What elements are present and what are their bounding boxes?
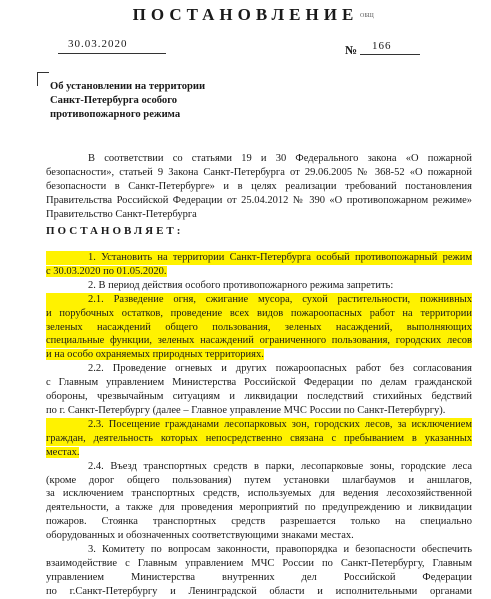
item-3	[46, 543, 472, 599]
item-3-line: управлением Министерства внутренних дел Российской Федерации	[46, 571, 472, 583]
item-2-1-line: специальные функции, зеленых насаждений ограниченного пользования, городских лесов	[46, 335, 472, 347]
subject-line: противопожарного режима	[50, 109, 181, 120]
item-2-2-line: обороны, чрезвычайным ситуациям и ликвидации последствий стихийных бедствий	[46, 391, 472, 403]
preamble-line: Правительства Российской Федерации от 25.04.2012 № 390 «О противопожарном режиме»	[46, 194, 472, 206]
item-3-line: взаимодействие с Главным управлением МЧС России по Санкт-Петербургу, Главным	[46, 557, 472, 569]
item-2-3	[46, 418, 472, 460]
item-2-3-line: местах.	[46, 446, 80, 458]
item-3-line: 3. Комитету по вопросам законности, правопорядка и безопасности обеспечить	[88, 544, 472, 556]
preamble	[46, 152, 472, 222]
preamble-line: В соответствии со статьями 19 и 30 Федерального закона «О пожарной	[88, 153, 472, 164]
number-underline	[360, 54, 420, 55]
clauses	[46, 251, 472, 599]
subject-corner-horizontal	[37, 72, 49, 73]
item-2-4-line: 2.4. Въезд транспортных средств в парки, лесопарковые зоны, городские леса	[88, 460, 472, 472]
item-1-line: 1. Установить на территории Санкт-Петербурга особый противопожарный режим	[46, 251, 472, 265]
item-2-1	[46, 293, 472, 363]
item-2-4-line: деятельности, а также для проведения мероприятий по предупреждению и ликвидации	[46, 502, 472, 514]
item-2-1-line: и на особо охраняемых природных территориях.	[46, 349, 264, 361]
item-2-2-line: по г. Санкт-Петербургу (далее – Главное управление МЧС России по Санкт-Петербургу).	[46, 404, 446, 416]
obsh-mark: ОБЩ	[360, 13, 374, 19]
document-title: ПОСТАНОВЛЕНИЕ	[132, 5, 359, 24]
item-2: 2. В период действия особого противопожарного режима запретить:	[88, 279, 394, 291]
item-2-2-line: с Главным управлением Министерства Российской Федерации по делам гражданской	[46, 377, 472, 389]
item-2-4-line: пожаров. Стоянка транспортных средств разрешается только на специально	[46, 516, 472, 528]
item-2-4	[46, 460, 472, 543]
number-label: №	[345, 43, 358, 57]
subject-line: Санкт-Петербурга особого	[50, 95, 178, 106]
item-2-3-line: граждан, деятельность которых непосредственно связана с пребыванием в указанных	[46, 432, 472, 444]
document-subject	[50, 80, 250, 122]
item-1	[46, 251, 472, 279]
preamble-line: безопасности в Санкт-Петербурге» и в целях реализации требований постановления	[46, 180, 472, 192]
document-number: 166	[372, 40, 392, 52]
item-2-4-line: за исключением транспортных средств, используемых для ведения лесохозяйственной	[46, 488, 472, 500]
item-1-line: с 30.03.2020 по 01.05.2020.	[46, 265, 167, 277]
item-3-line: по г.Санкт-Петербургу и Ленинградской области и исполнительными органами	[46, 585, 472, 597]
item-2-1-line: 2.1. Разведение огня, сжигание мусора, сухой растительности, пожнивных	[46, 293, 472, 307]
item-2-2	[46, 362, 472, 418]
subject-corner-vertical	[37, 72, 38, 86]
subject-line: Об установлении на территории	[50, 81, 206, 92]
item-2-2-line: 2.2. Проведение огневых и других пожароопасных работ без согласования	[88, 363, 472, 375]
item-2-4-line: (кроме дорог общего пользования) путем установки шлагбаумов и аншлагов,	[46, 474, 472, 486]
item-2-1-line: и порубочных остатков, проведение всех видов пожароопасных работ на территории	[46, 307, 472, 319]
item-2-3-line: 2.3. Посещение гражданами лесопарковых зон, городских лесов, за исключением	[46, 418, 472, 432]
document-date: 30.03.2020	[68, 38, 128, 50]
postanovlyaet-heading: ПОСТАНОВЛЯЕТ:	[46, 225, 184, 237]
date-underline	[58, 53, 166, 54]
preamble-line: Правительство Санкт-Петербурга	[46, 208, 197, 220]
preamble-line: безопасности», статьей 9 Закона Санкт-Петербурга от 29.06.2005 № 368-52 «О пожарной	[46, 166, 472, 178]
item-2-4-line: оборудованных и обозначенных соответствующими знаками местах.	[46, 530, 354, 542]
item-2-1-line: зеленых насаждений общего пользования, зеленых насаждений, выполняющих	[46, 321, 472, 333]
